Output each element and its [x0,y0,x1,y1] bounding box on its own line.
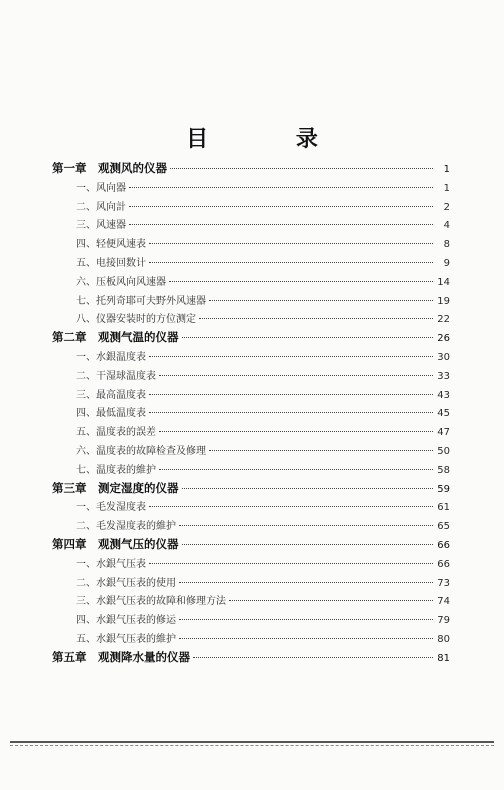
toc-page-number: 79 [437,615,450,627]
dot-leader [159,431,433,432]
toc-section-entry [52,404,450,423]
toc-page-number: 61 [437,502,450,514]
toc-page-number: 66 [437,539,450,551]
toc-section-entry [52,310,450,329]
toc-page-number: 8 [443,239,450,251]
toc-page-number: 74 [437,596,450,608]
toc-entry-label: 三、最高温度表 [76,389,146,401]
toc-section-entry [52,292,450,311]
toc-page-number: 1 [443,182,450,194]
toc-entry-label: 六、压板风向风速器 [76,276,166,288]
toc-section-entry [52,461,450,480]
dot-leader [179,619,433,620]
toc-page-number: 80 [437,633,450,645]
toc-section-entry [52,517,450,536]
toc-page-number: 2 [443,201,450,213]
dot-leader [179,525,433,526]
toc-section-entry [52,611,450,630]
toc-page-number: 59 [437,483,450,495]
toc-entry-label: 一、水銀气压表 [76,558,146,570]
toc-entry-label: 一、毛发湿度表 [76,502,146,514]
dot-leader [159,469,433,470]
toc-entry-label: 二、干湿球温度表 [76,370,156,382]
dot-leader [149,243,433,244]
dot-leader [129,206,433,207]
dot-leader [209,450,433,451]
toc-entry-label: 第二章 观测气温的仪器 [52,330,179,345]
dot-leader [149,412,433,413]
dot-leader [149,262,433,263]
dot-leader [149,563,433,564]
dot-leader [170,168,433,169]
dot-leader [169,281,433,282]
toc-entry-label: 五、水銀气压表的維护 [76,633,176,645]
toc-chapter-entry [52,329,450,348]
toc-chapter-entry [52,649,450,668]
dot-leader [129,187,433,188]
toc-page-number: 1 [443,164,450,175]
toc-entry-label: 第四章 观测气压的仪器 [52,536,179,551]
toc-chapter-entry [52,480,450,499]
toc-page-number: 45 [437,408,450,420]
toc-section-entry [52,254,450,273]
toc-section-entry [52,423,450,442]
bottom-rule [10,741,494,743]
toc-section-entry [52,555,450,574]
toc-entry-label: 四、轻便风速表 [76,239,146,251]
toc-section-entry [52,630,450,649]
toc-entry-label: 第五章 观测降水量的仪器 [52,649,190,664]
toc-entry-label: 一、风向器 [76,182,126,194]
bottom-rule-thin [10,745,494,746]
toc-page-number: 14 [437,276,450,288]
dot-leader [179,582,433,583]
toc-entry-label: 五、温度表的誤差 [76,427,156,439]
toc-page-number: 58 [437,464,450,476]
toc-section-entry [52,498,450,517]
dot-leader [199,318,433,319]
toc-section-entry [52,235,450,254]
toc-entry-label: 二、水銀气压表的使用 [76,577,176,589]
toc-entry-label: 二、毛发湿度表的維护 [76,521,176,533]
dot-leader [209,300,433,301]
toc-chapter-entry [52,536,450,555]
dot-leader [149,506,433,507]
toc-section-entry [52,179,450,198]
toc-entry-label: 二、风向計 [76,201,126,213]
toc-page-number: 50 [437,445,450,457]
toc-entry-label: 六、温度表的故障检查及修理 [76,445,206,457]
toc-page-number: 43 [437,389,450,401]
toc-entry-label: 八、仪器安装时的方位测定 [76,314,196,326]
toc-page-number: 73 [437,577,450,589]
dot-leader [159,375,433,376]
dot-leader [149,356,433,357]
toc-section-entry [52,198,450,217]
toc-section-entry [52,273,450,292]
toc-section-entry [52,216,450,235]
dot-leader [179,638,433,639]
toc-entry-label: 四、水銀气压表的修运 [76,615,176,627]
toc-entry-label: 一、水銀温度表 [76,351,146,363]
toc-page-number: 33 [437,370,450,382]
toc-entry-label: 七、温度表的維护 [76,464,156,476]
toc-page-number: 30 [437,351,450,363]
dot-leader [182,488,434,489]
toc-section-entry [52,348,450,367]
toc-section-entry [52,442,450,461]
toc-section-entry [52,367,450,386]
toc-entry-label: 三、风速器 [76,220,126,232]
toc-page-number: 19 [437,295,450,307]
dot-leader [129,224,433,225]
dot-leader [182,337,434,338]
toc-section-entry [52,386,450,405]
toc-entry-label: 第三章 测定湿度的仪器 [52,480,179,495]
toc-entry-label: 第一章 观测风的仪器 [52,161,167,175]
dot-leader [229,600,433,601]
toc-page-number: 9 [443,257,450,269]
toc-page-number: 66 [437,558,450,570]
toc-entry-label: 七、托列奇耶可夫野外风速器 [76,295,206,307]
toc-entry-label: 三、水銀气压表的故障和修理方法 [76,596,226,608]
toc-page-number: 47 [437,427,450,439]
toc-section-entry [52,592,450,611]
toc-page-number: 81 [437,652,450,664]
toc-page-number: 65 [437,521,450,533]
dot-leader [149,394,433,395]
toc-entry-label: 五、电接回数计 [76,257,146,269]
toc-page-number: 4 [443,220,450,232]
toc-chapter-entry [52,160,450,179]
dot-leader [182,544,434,545]
toc-page-number: 22 [437,314,450,326]
table-of-contents [52,160,450,668]
toc-page-number: 26 [437,333,450,345]
dot-leader [193,657,433,658]
page-title: 目 录 [186,126,358,152]
toc-section-entry [52,574,450,593]
toc-entry-label: 四、最低温度表 [76,408,146,420]
